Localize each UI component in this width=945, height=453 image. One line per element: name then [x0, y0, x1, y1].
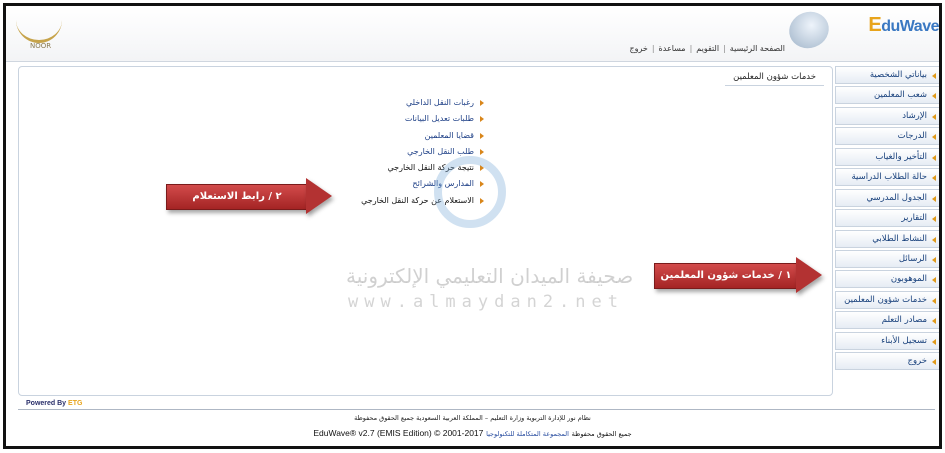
- bullet-arrow-icon: [932, 93, 936, 99]
- sidebar-item[interactable]: [835, 127, 939, 145]
- service-link[interactable]: [284, 111, 484, 127]
- service-link-label: رغبات النقل الداخلي: [405, 98, 474, 107]
- sidebar-item-label: مصادر التعلم: [881, 315, 927, 326]
- sidebar-item[interactable]: [835, 270, 939, 288]
- service-link[interactable]: [284, 128, 484, 144]
- link-arrow-icon: [480, 116, 484, 122]
- bullet-arrow-icon: [932, 134, 936, 140]
- footer-divider: [18, 409, 935, 410]
- watermark-logo-icon: [434, 156, 506, 228]
- top-link-home[interactable]: الصفحة الرئيسية: [729, 44, 785, 53]
- sidebar-item-label: الجدول المدرسي: [866, 192, 927, 203]
- footer-group-link[interactable]: المجموعة المتكاملة للتكنولوجيا: [486, 430, 569, 438]
- bullet-arrow-icon: [932, 155, 936, 161]
- bullet-arrow-icon: [932, 196, 936, 202]
- bullet-arrow-icon: [932, 257, 936, 263]
- top-link-logout[interactable]: خروج: [629, 44, 648, 53]
- sidebar-item-label: شعب المعلمين: [873, 90, 927, 101]
- arrow-right-icon: [796, 257, 822, 293]
- footer-rights: جميع الحقوق محفوظة: [571, 430, 632, 438]
- top-link-help[interactable]: مساعدة: [658, 44, 686, 53]
- bullet-arrow-icon: [932, 339, 936, 345]
- sidebar-item-label: خروج: [907, 356, 927, 367]
- top-link-separator: |: [651, 44, 655, 53]
- eduwave-swoosh-icon: [784, 6, 834, 54]
- service-link-label: الاستعلام عن حركة النقل الخارجي: [361, 195, 474, 205]
- bullet-arrow-icon: [932, 237, 936, 243]
- eduwave-logo: [868, 14, 939, 37]
- top-link-calendar[interactable]: التقويم: [696, 44, 720, 53]
- arrow-right-icon: [306, 178, 332, 214]
- sidebar: [835, 66, 939, 373]
- sidebar-item[interactable]: [835, 148, 939, 166]
- sidebar-item-label: بياناتي الشخصية: [869, 70, 927, 80]
- top-link-separator: |: [689, 44, 693, 53]
- service-link-label: نتيجة حركة النقل الخارجي: [387, 163, 474, 173]
- sidebar-item[interactable]: [835, 209, 939, 227]
- link-arrow-icon: [480, 149, 484, 155]
- sidebar-item[interactable]: [835, 352, 939, 370]
- sidebar-item[interactable]: [835, 311, 939, 329]
- annotation-arrow-inquiry-link: [166, 178, 344, 214]
- bullet-arrow-icon: [932, 73, 936, 79]
- bullet-arrow-icon: [932, 114, 936, 120]
- bullet-arrow-icon: [932, 298, 936, 304]
- service-link-label: قضايا المعلمين: [424, 130, 474, 140]
- sidebar-item-label: تسجيل الأبناء: [881, 335, 927, 346]
- sidebar-item-label: التقارير: [901, 213, 927, 224]
- sidebar-item-label: النشاط الطلابي: [872, 233, 927, 244]
- eduwave-logo-rest: duWave: [881, 18, 939, 35]
- sidebar-item[interactable]: [835, 189, 939, 207]
- bullet-arrow-icon: [932, 175, 936, 181]
- sidebar-item-label: التأخير والغياب: [875, 151, 927, 162]
- sidebar-item-label: الدرجات: [897, 131, 927, 142]
- bullet-arrow-icon: [932, 216, 936, 222]
- annotation-label: ١ / خدمات شؤون المعلمين: [654, 263, 798, 289]
- app-window: [3, 3, 942, 449]
- powered-by: [26, 400, 82, 407]
- sidebar-item[interactable]: [835, 86, 939, 104]
- footer-version: [6, 428, 939, 439]
- watermark-url: www.almaydan2.net: [348, 292, 624, 312]
- sidebar-item-label: الإرشاد: [902, 110, 927, 121]
- sidebar-item[interactable]: [835, 250, 939, 268]
- service-link-label: طلب النقل الخارجي: [407, 146, 474, 156]
- sidebar-item[interactable]: [835, 66, 939, 84]
- top-link-separator: |: [723, 44, 726, 53]
- noor-logo-caption: NOOR: [30, 42, 52, 50]
- annotation-arrow-teacher-services: [654, 257, 830, 293]
- footer-copyright: نظام نور للإدارة التربوية وزارة التعليم – المملكة العربية السعودية جميع الحقوق محفوظة: [354, 414, 591, 422]
- sidebar-item[interactable]: [835, 107, 939, 125]
- bullet-arrow-icon: [932, 277, 936, 283]
- sidebar-item[interactable]: [835, 168, 939, 186]
- powered-by-text: Powered By: [26, 400, 67, 407]
- link-arrow-icon: [480, 133, 484, 139]
- eduwave-logo-e: E: [868, 14, 882, 36]
- link-arrow-icon: [480, 100, 484, 106]
- watermark-title: صحيفة الميدان التعليمي الإلكترونية: [346, 264, 634, 288]
- sidebar-item-label: الموهوبون: [890, 274, 927, 285]
- panel-title: خدمات شؤون المعلمين: [725, 69, 824, 86]
- service-link-label: المدارس والشرائح: [412, 179, 474, 189]
- teacher-services-panel: [18, 66, 833, 396]
- service-link[interactable]: [284, 95, 484, 111]
- sidebar-item[interactable]: [835, 332, 939, 350]
- service-link-label: طلبات تعديل البيانات: [404, 114, 474, 124]
- sidebar-item-label: خدمات شؤون المعلمين: [844, 294, 927, 305]
- sidebar-item[interactable]: [835, 291, 939, 309]
- footer-version-text: EduWave® v2.7 (EMIS Edition) © 2001-2017: [313, 428, 484, 438]
- service-link[interactable]: [284, 144, 484, 160]
- noor-logo: [12, 12, 68, 52]
- bullet-arrow-icon: [932, 359, 936, 365]
- sidebar-item-label: حالة الطلاب الدراسية: [851, 172, 927, 183]
- noor-logo-mark: [16, 14, 62, 43]
- top-nav: [625, 44, 789, 53]
- etg-link[interactable]: ETG: [68, 400, 83, 407]
- annotation-label: ٢ / رابط الاستعلام: [166, 184, 308, 210]
- sidebar-item[interactable]: [835, 230, 939, 248]
- sidebar-item-label: الرسائل: [898, 253, 927, 264]
- bullet-arrow-icon: [932, 318, 936, 324]
- header: [6, 6, 939, 62]
